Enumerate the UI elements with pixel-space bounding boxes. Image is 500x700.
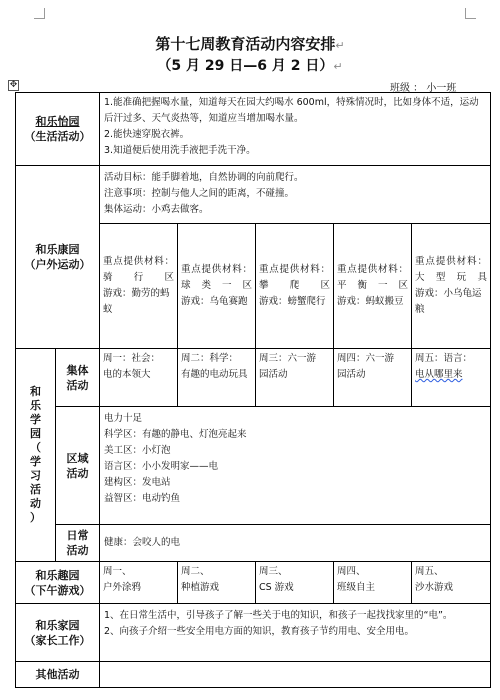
games-label-cell: [16, 562, 100, 604]
home-content-cell: [100, 604, 491, 662]
station-materials: 重点提供材料：球类一区: [181, 264, 252, 291]
life-content-cell: [100, 93, 491, 166]
station-materials: 重点提供材料：大型玩具: [415, 256, 487, 283]
game-day: 周四、: [337, 566, 366, 577]
outdoor-station-1: [100, 224, 178, 349]
document-subtitle: （5 月 29 日—6 月 2 日）↵: [157, 58, 343, 74]
activity-day: 周一：社会：: [103, 353, 161, 364]
life-label-cell: [16, 93, 100, 166]
activity-day: 周五：语言：: [415, 353, 473, 364]
area-line: 益智区：电动钓鱼: [104, 493, 181, 504]
game-content: 沙水游戏: [415, 582, 454, 593]
group-activity-tue: [178, 349, 256, 407]
learning-area-row: [16, 407, 491, 525]
outdoor-station-2: [178, 224, 256, 349]
outdoor-station-5: [412, 224, 491, 349]
game-wed: [256, 562, 334, 604]
home-label-cell: [16, 604, 100, 662]
games-sub-label: （下午游戏）: [24, 583, 91, 597]
activity-content: 园活动: [337, 369, 366, 380]
activity-content: 电从哪里来: [415, 369, 463, 380]
page-corner-mark-top-right: [465, 8, 476, 19]
station-materials: 重点提供材料：骑行区: [103, 256, 174, 283]
game-day: 周二、: [181, 566, 210, 577]
station-materials: 重点提供材料：平衡一区: [337, 264, 408, 291]
station-materials: 重点提供材料：攀爬区: [259, 264, 330, 291]
activity-content: 园活动: [259, 369, 288, 380]
other-label: 其他活动: [16, 662, 100, 688]
activity-day: 周三：六一游: [259, 353, 317, 364]
learning-label-cell: [16, 349, 56, 562]
activity-day: 周四：六一游: [337, 353, 395, 364]
group-activity-thu: [334, 349, 412, 407]
game-tue: [178, 562, 256, 604]
outdoor-goal: 活动目标：能手脚着地，自然协调的向前爬行。: [104, 172, 304, 183]
learning-label-char: 动: [30, 497, 41, 510]
learning-group-row: [16, 349, 491, 407]
game-content: 户外涂鸦: [103, 582, 142, 593]
game-content: CS 游戏: [259, 582, 294, 593]
game-content: 种植游戏: [181, 582, 220, 593]
station-game: 游戏：乌龟赛跑: [181, 296, 248, 307]
home-label: 和乐家园: [35, 618, 80, 632]
other-content-cell: [100, 662, 491, 688]
game-mon: [100, 562, 178, 604]
area-line: 语言区：小小发明家——电: [104, 461, 219, 472]
game-fri: [412, 562, 491, 604]
other-row: [16, 662, 491, 688]
outdoor-label: 和乐康园: [35, 243, 80, 256]
outdoor-sub-label: （户外运动）: [24, 258, 91, 271]
learning-label-char: 习: [30, 469, 41, 482]
life-row: [16, 93, 491, 166]
outdoor-row: [16, 166, 491, 224]
outdoor-group: 集体运动：小鸡去做客。: [104, 204, 209, 215]
document-title: 第十七周教育活动内容安排↵: [155, 35, 345, 53]
daily-activity-label: 日常活动: [56, 525, 100, 562]
group-activity-wed: [256, 349, 334, 407]
learning-label-char: ）: [30, 511, 41, 524]
learning-label-char: 学: [30, 455, 41, 468]
area-activity-cell: [100, 407, 491, 525]
learning-label-char: 乐: [30, 399, 41, 412]
daily-activity-cell: 健康：会咬人的电: [100, 525, 491, 562]
game-day: 周五、: [415, 566, 444, 577]
games-row: [16, 562, 491, 604]
station-game: 游戏：蚂蚁搬豆: [337, 296, 404, 307]
area-activity-label: 区域活动: [56, 407, 100, 525]
area-line: 科学区：有趣的静电、灯泡亮起来: [104, 429, 247, 440]
outdoor-station-4: [334, 224, 412, 349]
life-line-1: 1.能准确把握喝水量，知道每天在园大约喝水 600ml，特殊情况时，比如身体不适，运动后汗过多、天气炎热等，知道应当增加喝水量。: [104, 97, 479, 124]
activity-day: 周二：科学：: [181, 353, 239, 364]
home-line-1: 1、在日常生活中，引导孩子了解一些关于电的知识，和孩子一起找找家里的“电”。: [104, 610, 453, 621]
area-line: 美工区：小灯泡: [104, 445, 171, 456]
outdoor-label-cell: [16, 166, 100, 349]
activity-content: 电的本领大: [103, 369, 151, 380]
game-thu: [334, 562, 412, 604]
group-activity-mon: [100, 349, 178, 407]
home-line-2: 2、向孩子介绍一些安全用电方面的知识，教育孩子节约用电、安全用电。: [104, 626, 415, 637]
station-game: 游戏：勤劳的蚂蚁: [103, 288, 170, 315]
outdoor-note: 注意事项：控制与他人之间的距离，不碰撞。: [104, 188, 295, 199]
learning-daily-row: [16, 525, 491, 562]
table-move-handle-icon[interactable]: ✥: [9, 80, 18, 90]
page-corner-mark-top-left: [34, 8, 45, 19]
group-activity-fri: [412, 349, 491, 407]
learning-label-char: （: [30, 441, 41, 454]
area-line: 电力十足: [104, 413, 143, 424]
outdoor-info-cell: [100, 166, 491, 224]
learning-label-char: 学: [30, 413, 41, 426]
schedule-table: [15, 92, 491, 688]
area-line: 建构区：发电站: [104, 477, 171, 488]
games-label: 和乐趣园: [35, 568, 80, 582]
life-line-2: 2.能快速穿脱衣裤。: [104, 129, 190, 140]
learning-label-char: 活: [30, 483, 41, 496]
life-label: 和乐怡园: [35, 115, 80, 128]
home-sub-label: （家长工作）: [24, 633, 91, 647]
class-label: 班级 ： 小一班: [390, 83, 457, 94]
learning-label-char: 和: [30, 385, 41, 398]
station-game: 游戏：螃蟹爬行: [259, 296, 326, 307]
game-day: 周三、: [259, 566, 288, 577]
outdoor-station-3: [256, 224, 334, 349]
life-line-3: 3.知道便后使用洗手液把手洗干净。: [104, 145, 256, 156]
activity-content: 有趣的电动玩具: [181, 369, 248, 380]
game-day: 周一、: [103, 566, 132, 577]
life-sub-label: （生活活动）: [24, 130, 91, 143]
game-content: 班级自主: [337, 582, 376, 593]
group-activity-label: 集体活动: [56, 349, 100, 407]
station-game: 游戏：小乌龟运粮: [415, 288, 482, 315]
home-row: [16, 604, 491, 662]
learning-label-char: 园: [30, 427, 41, 440]
